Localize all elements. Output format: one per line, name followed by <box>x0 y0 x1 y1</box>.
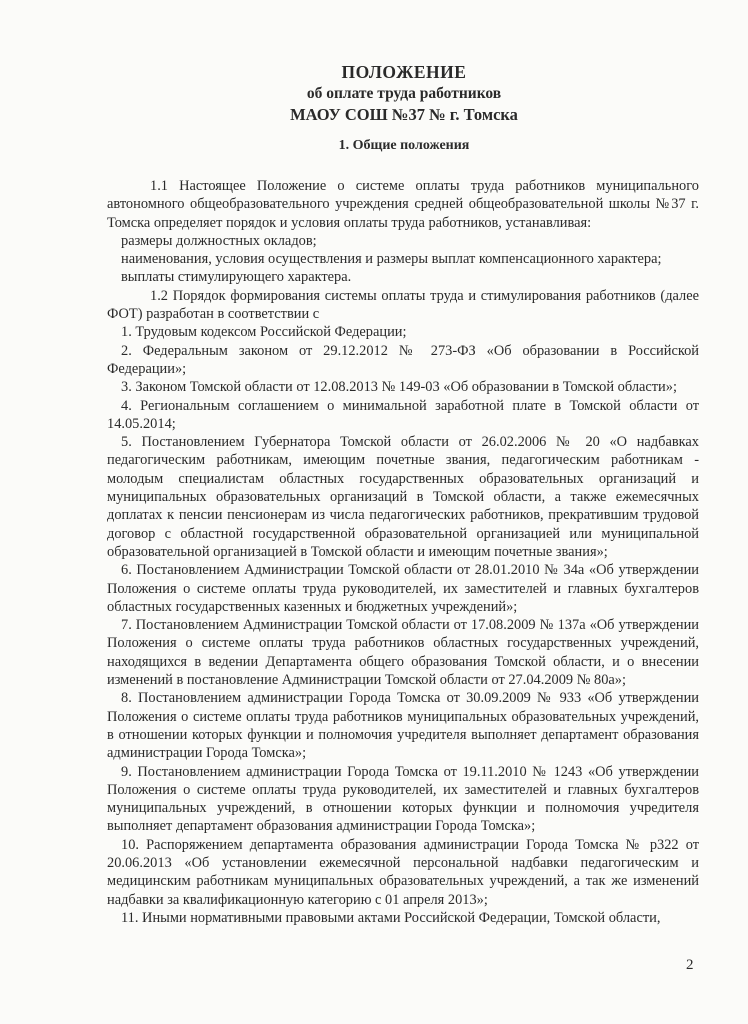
section-title: 1. Общие положения <box>338 138 470 153</box>
list-line-compensation: наименования, условия осуществления и размеры выплат компенсационного характера; <box>121 251 662 268</box>
list-line-salaries: размеры должностных окладов; <box>121 232 317 249</box>
list-item-8: 8. Постановлением администрации Города Томска от 30.09.2009 № 933 «Об утверждении Положения о системе оплаты труда работников муниципальных образовательных учреждений, в отношении которых функции и полномочия учредителя выполняет департамент образования администрации Города Томска»; <box>107 690 699 762</box>
paragraph-1-2: 1.2 Порядок формирования системы оплаты труда и стимулирования работников (далее ФОТ) разработан в соответствии с <box>107 287 699 323</box>
document-subtitle: об оплате труда работников <box>306 85 502 102</box>
list-item-4: 4. Региональным соглашением о минимальной заработной плате в Томской области от 14.05.2014; <box>107 397 699 432</box>
document-body <box>107 177 699 927</box>
page-number: 2 <box>686 957 694 973</box>
list-item-1: 1. Трудовым кодексом Российской Федерации; <box>121 324 407 341</box>
list-item-10: 10. Распоряжением департамента образования администрации Города Томска № р322 от 20.06.2013 «Об установлении ежемесячной персональной надбавки педагогическим и медицинским работникам муниципальных образовательных учреждений, а так же изменений надбавки за квалификационную категорию с 01 апреля 2013»; <box>107 836 699 908</box>
list-item-3: 3. Законом Томской области от 12.08.2013 № 149-03 «Об образовании в Томской области»; <box>121 379 677 396</box>
list-item-9: 9. Постановлением администрации Города Томска от 19.11.2010 № 1243 «Об утверждении Положения о системе оплаты труда руководителей, их заместителей и главных бухгалтеров муниципальных учреждений, в отношении которых функции и полномочия учредителя выполняет департамент образования администрации Города Томска»; <box>107 763 699 835</box>
list-item-6: 6. Постановлением Администрации Томской области от 28.01.2010 № 34а «Об утверждении Положения о системе оплаты труда руководителей, их заместителей и главных бухгалтеров областных государственных казенных и бюджетных учреждений»; <box>107 562 699 615</box>
document-title: ПОЛОЖЕНИЕ <box>341 62 467 82</box>
list-item-11: 11. Иными нормативными правовыми актами Российской Федерации, Томской области, <box>121 909 661 926</box>
paragraph-1-1: 1.1 Настоящее Положение о системе оплаты труда работников муниципального автономного общеобразовательного учреждения средней общеобразовательной школы №37 г. Томска определяет порядок и условия оплаты труда работников, устанавливая: <box>107 178 699 231</box>
document-header <box>0 62 748 125</box>
school-name: МАОУ СОШ №37 № г. Томска <box>290 105 518 124</box>
list-line-incentive: выплаты стимулирующего характера. <box>121 269 352 286</box>
list-item-7: 7. Постановлением Администрации Томской области от 17.08.2009 № 137а «Об утверждении Положения о системе оплаты труда работников областных государственных учреждений, находящихся в ведении Департамента общего образования Томской области, и о внесении изменений в постановление Администрации Томской области от 27.04.2009 № 80а»; <box>107 617 699 689</box>
list-item-2: 2. Федеральным законом от 29.12.2012 № 273-ФЗ «Об образовании в Российской Федерации»; <box>107 342 699 377</box>
list-item-5: 5. Постановлением Губернатора Томской области от 26.02.2006 № 20 «О надбавках педагогическим работникам, имеющим почетные звания, педагогическим работникам - молодым специалистам областных государственных образовательных организаций и муниципальных образовательных организаций в Томской области, а также ежемесячных доплатах к пенсии пенсионерам из числа педагогических работников, прекратившим трудовой договор с областной государственной образовательной организацией или муниципальной образовательной организацией в Томской области и имеющим почетные звания»; <box>107 434 699 560</box>
